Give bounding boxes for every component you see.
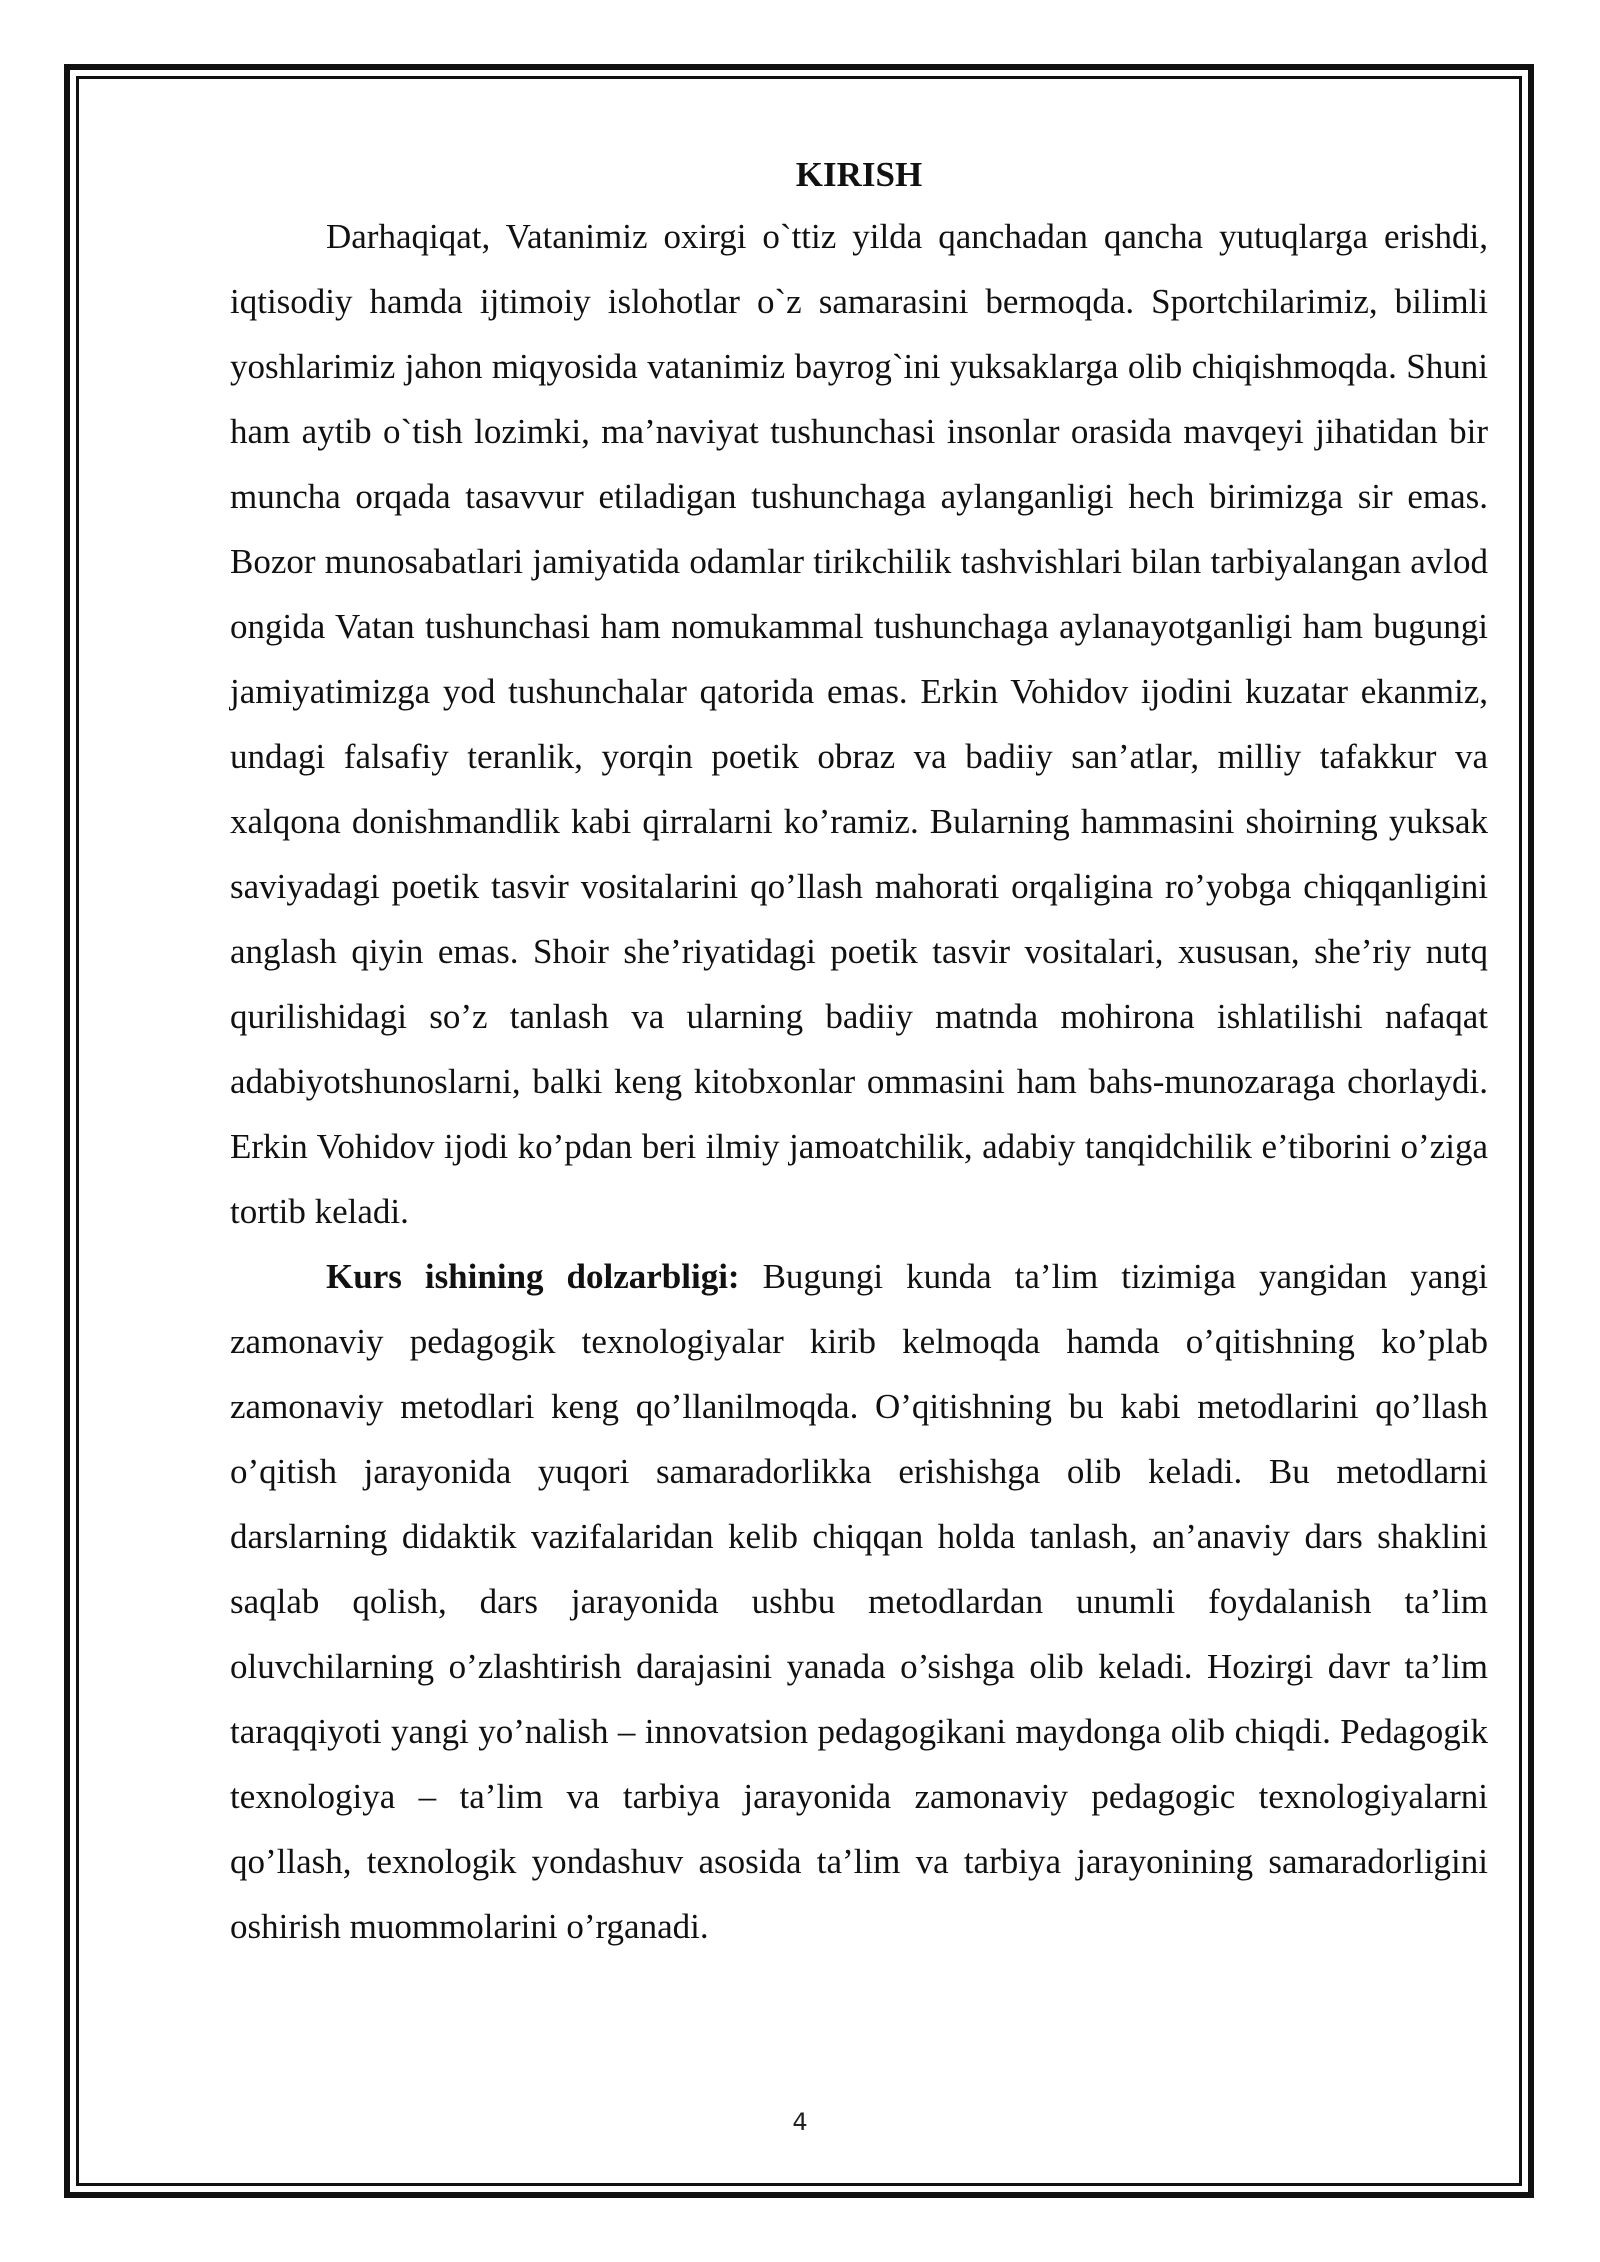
paragraph-relevance xyxy=(230,1244,1488,1959)
paragraph-introduction: Darhaqiqat, Vatanimiz oxirgi o`ttiz yilda qanchadan qancha yutuqlarga erishdi, iqtisodiy hamda ijtimoiy islohotlar o`z samarasini bermoqda. Sportchilarimiz, bilimli yoshlarimiz jahon miqyosida vatanimiz bayrog`ini yuksaklarga olib chiqishmoqda. Shuni ham aytib o`tish lozimki, ma’naviyat tushunchasi insonlar orasida mavqeyi jihatidan bir muncha orqada tasavvur etiladigan tushunchaga aylanganligi hech birimizga sir emas. Bozor munosabatlari jamiyatida odamlar tirikchilik tashvishlari bilan tarbiyalangan avlod ongida Vatan tushunchasi ham nomukammal tushunchaga aylanayotganligi ham bugungi jamiyatimizga yod tushunchalar qatorida emas. Erkin Vohidov ijodini kuzatar ekanmiz, undagi falsafiy teranlik, yorqin poetik obraz va badiiy san’atlar, milliy tafakkur va xalqona donishmandlik kabi qirralarni ko’ramiz. Bularning hammasini shoirning yuksak saviyadagi poetik tasvir vositalarini qo’llash mahorati orqaligina ro’yobga chiqqanligini anglash qiyin emas. Shoir she’riyatidagi poetik tasvir vositalari, xususan, she’riy nutq qurilishidagi so’z tanlash va ularning badiiy matnda mohirona ishlatilishi nafaqat adabiyotshunoslarni, balki keng kitobxonlar ommasini ham bahs-munozaraga chorlaydi. Erkin Vohidov ijodi ko’pdan beri ilmiy jamoatchilik, adabiy tanqidchilik e’tiborini o’ziga tortib keladi. xyxy=(230,217,1488,1231)
document-title: KIRISH xyxy=(795,155,923,194)
page-number: 4 xyxy=(792,2108,808,2136)
paragraph-relevance-heading: Kurs ishining dolzarbligi: xyxy=(326,1257,740,1296)
document-body xyxy=(230,150,1488,1959)
paragraph-relevance-text: Bugungi kunda ta’lim tizimiga yangidan yangi zamonaviy pedagogik texnologiyalar kirib kelmoqda hamda o’qitishning ko’plab zamonaviy metodlari keng qo’llanilmoqda. O’qitishning bu kabi metodlarini qo’llash o’qitish jarayonida yuqori samaradorlikka erishishga olib keladi. Bu metodlarni darslarning didaktik vazifalaridan kelib chiqqan holda tanlash, an’anaviy dars shaklini saqlab qolish, dars jarayonida ushbu metodlardan unumli foydalanish ta’lim oluvchilarning o’zlashtirish darajasini yanada o’sishga olib keladi. Hozirgi davr ta’lim taraqqiyoti yangi yo’nalish – innovatsion pedagogikani maydonga olib chiqdi. Pedagogik texnologiya – ta’lim va tarbiya jarayonida zamonaviy pedagogic texnologiyalarni qo’llash, texnologik yondashuv asosida ta’lim va tarbiya jarayonining samaradorligini oshirish muommolarini o’rganadi. xyxy=(230,1257,1488,1946)
